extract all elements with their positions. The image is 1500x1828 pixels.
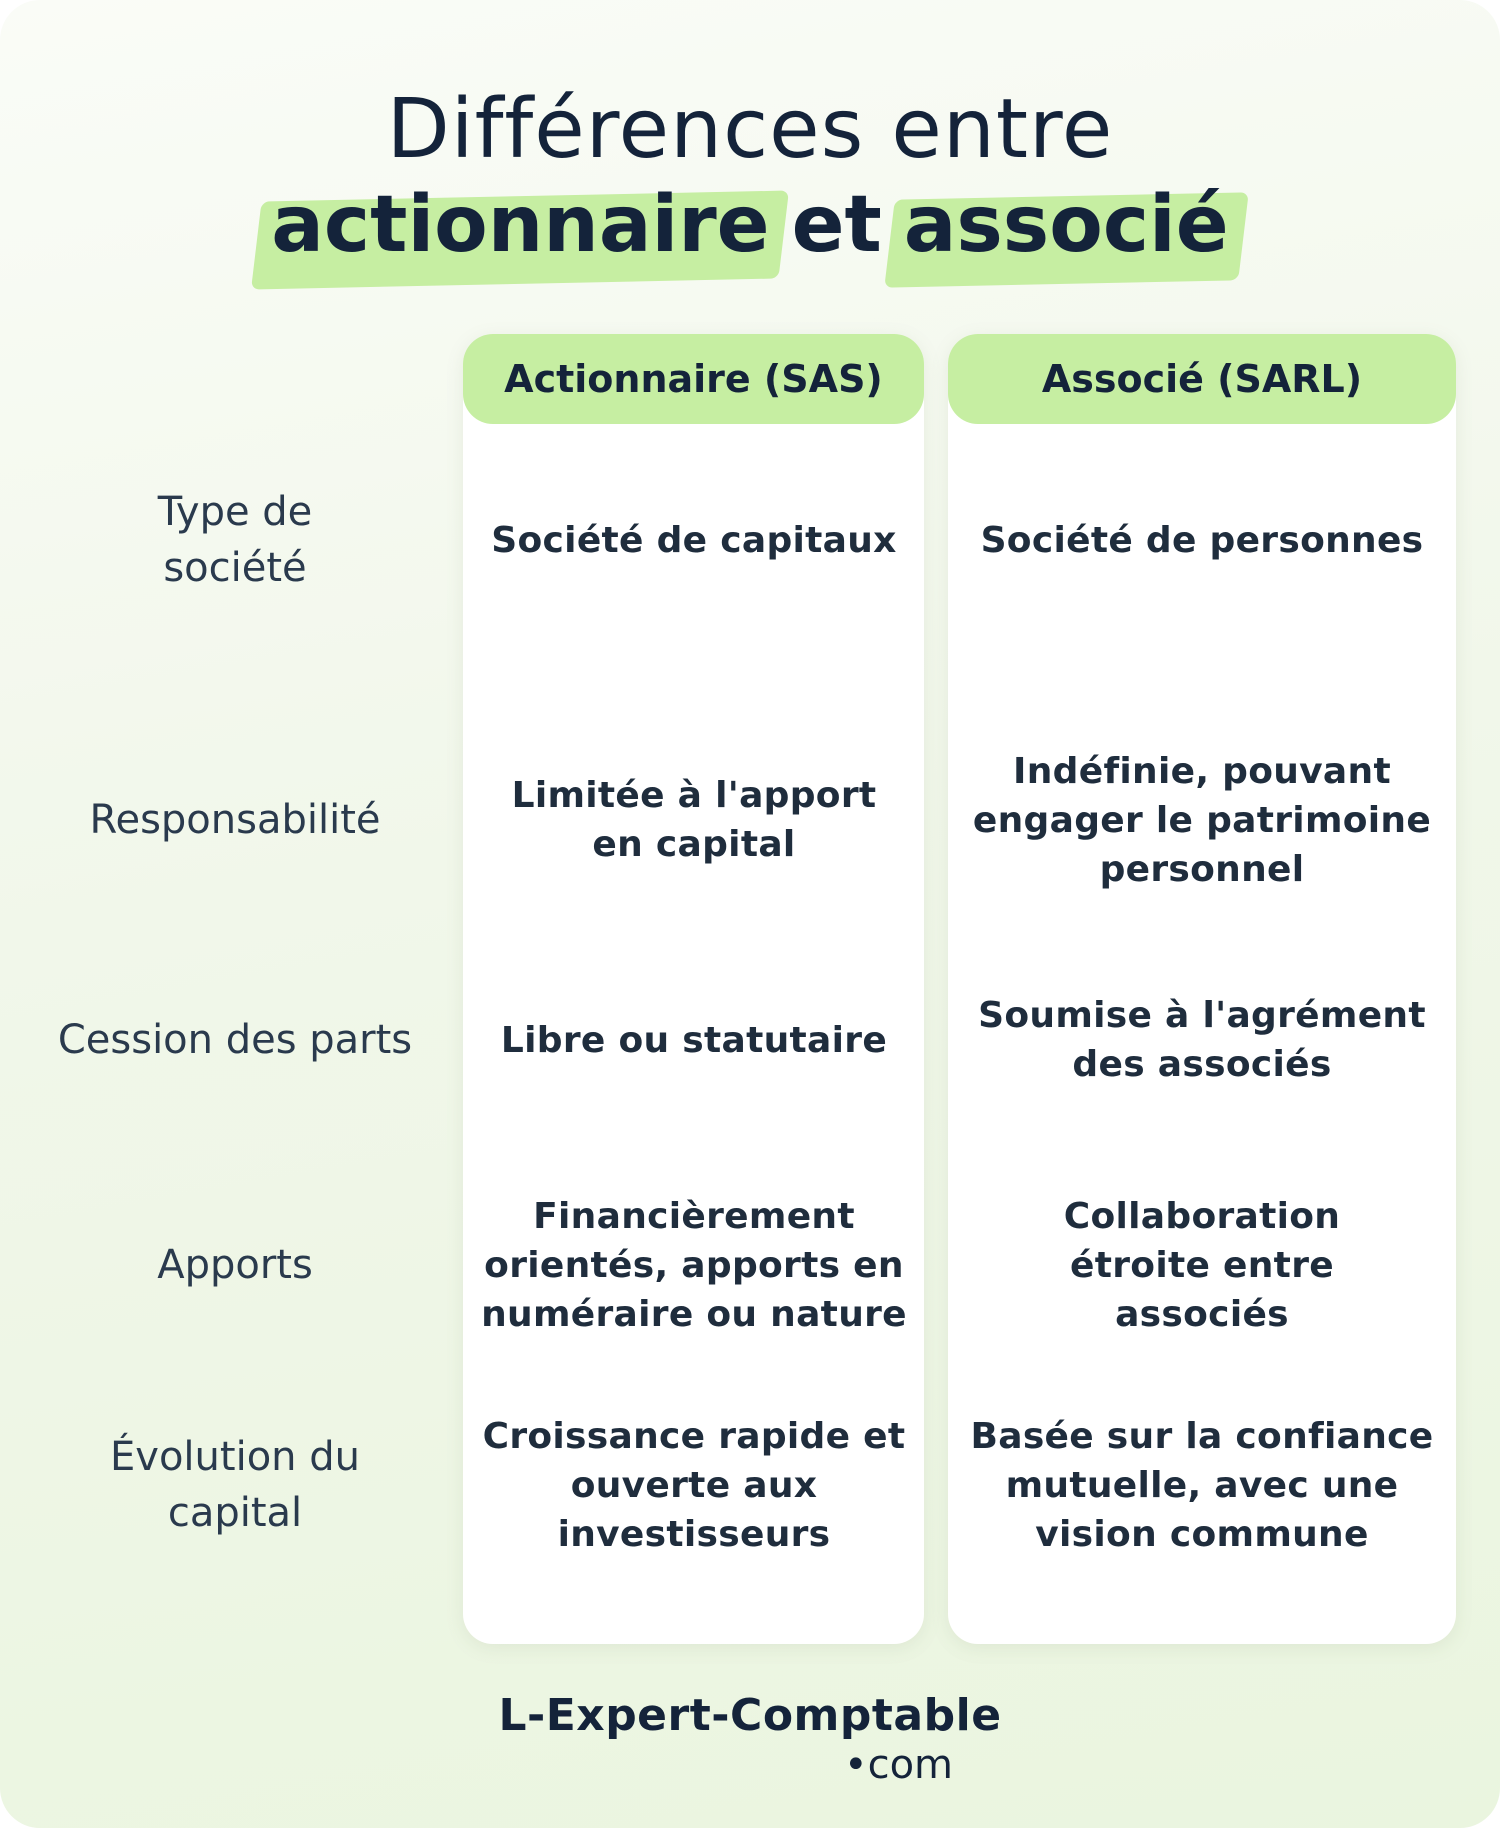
cell-sarl-type-societe: Société de personnes (980, 519, 1424, 561)
cell-sas-cession-parts: Libre ou statutaire (500, 1019, 888, 1061)
brand-logo (0, 1690, 1500, 1788)
column-header-sarl: Associé (SARL) (948, 334, 1456, 424)
cell-sarl-apports: Collaboration étroite entre associés (1063, 1195, 1341, 1335)
cell-sarl-cession-parts: Soumise à l'agrément des associés (978, 995, 1426, 1085)
logo-com-badge: •com (818, 1742, 979, 1790)
cell-sas-apports: Financièrement orientés, apports en numéraire ou nature (481, 1195, 907, 1335)
cell-sarl-evolution-capital: Basée sur la confiance mutuelle, avec une vision commune (970, 1415, 1434, 1555)
row-label-type-societe: Type de société (157, 489, 313, 591)
row-label-apports: Apports (157, 1242, 313, 1288)
cell-sas-type-societe: Société de capitaux (491, 519, 897, 561)
title-highlight-associe: associé (903, 180, 1229, 270)
title-highlight-actionnaire: actionnaire (271, 180, 770, 270)
cell-sarl-responsabilite: Indéfinie, pouvant engager le patrimoine personnel (972, 750, 1432, 890)
row-label-cession-parts: Cession des parts (57, 1017, 413, 1063)
column-header-sas: Actionnaire (SAS) (463, 334, 924, 424)
row-label-evolution-capital: Évolution du capital (110, 1434, 360, 1536)
logo-wordmark: L-Expert-Comptable (498, 1690, 1002, 1741)
title-line-1: Différences entre (386, 82, 1114, 177)
row-label-responsabilite: Responsabilité (89, 797, 381, 843)
title-connector: et (791, 180, 882, 270)
cell-sas-responsabilite: Limitée à l'apport en capital (511, 775, 877, 865)
cell-sas-evolution-capital: Croissance rapide et ouverte aux investisseurs (482, 1415, 906, 1555)
title-line-2 (0, 180, 1500, 270)
